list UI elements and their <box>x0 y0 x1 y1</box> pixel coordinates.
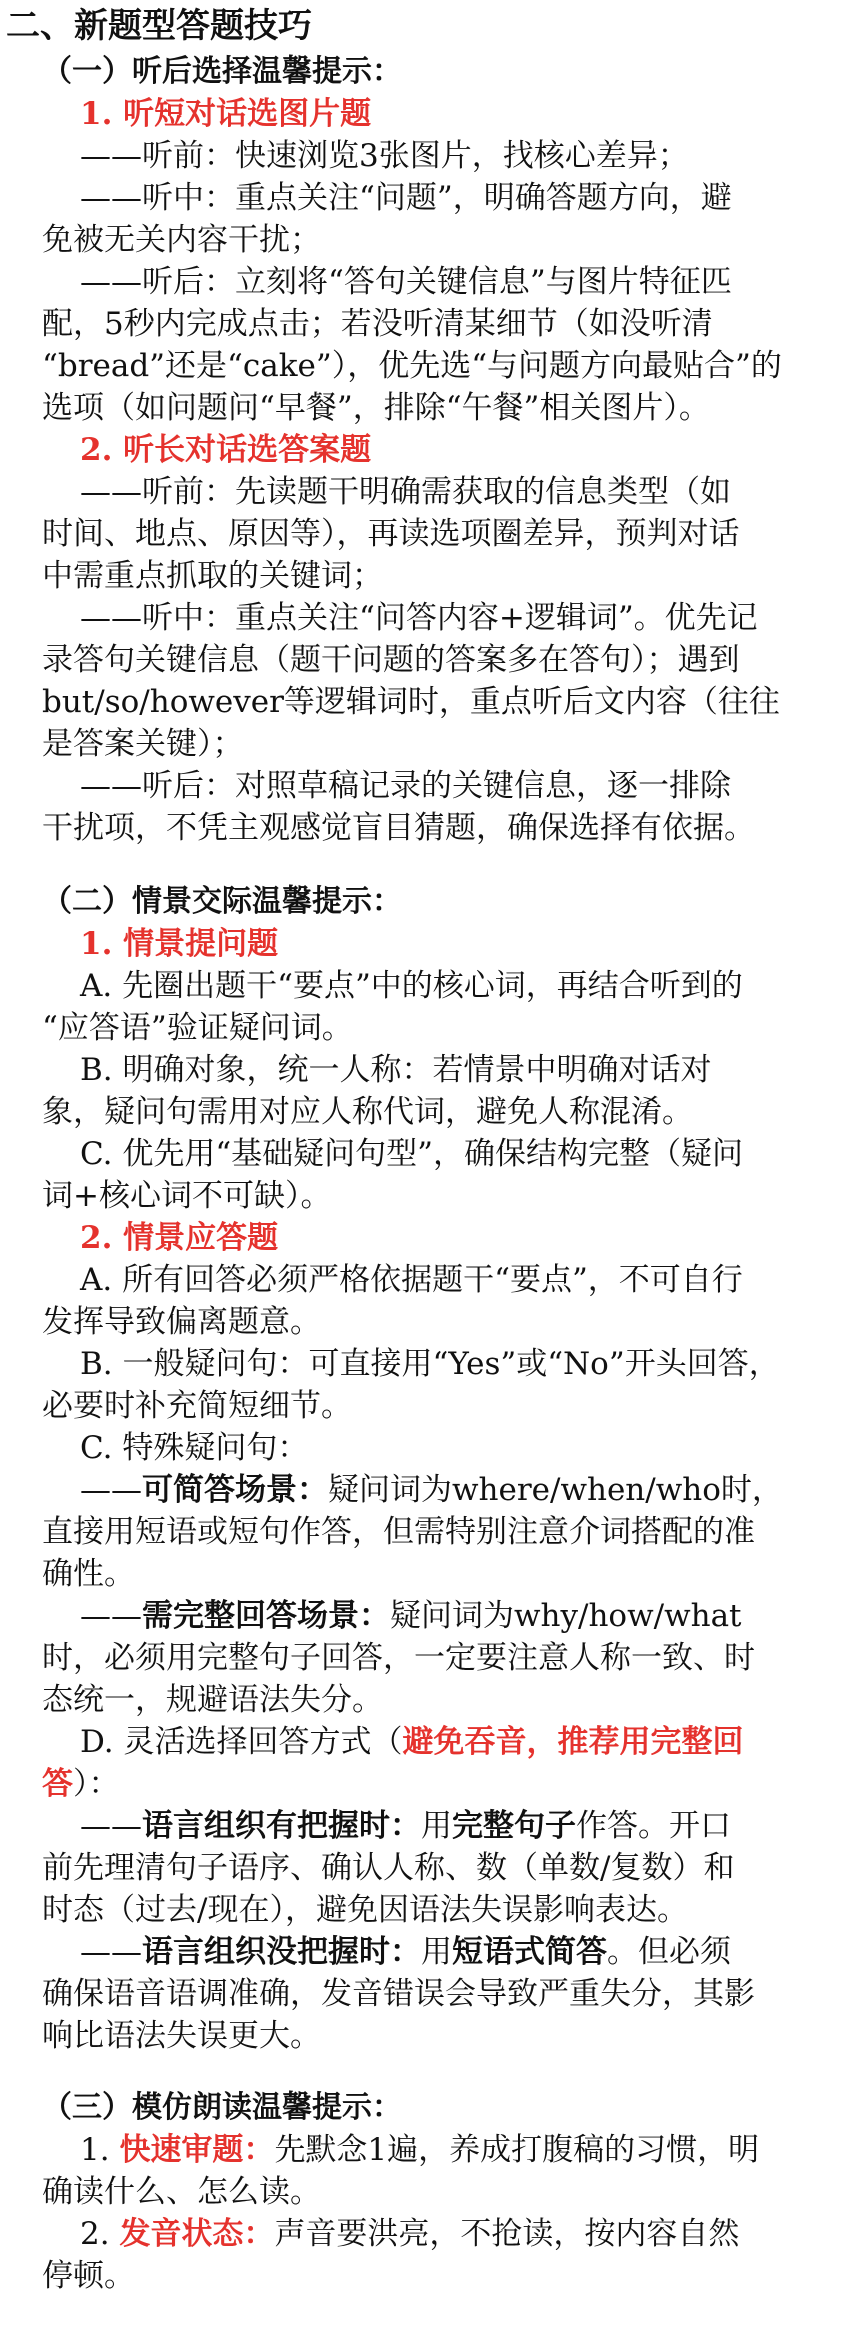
text-line <box>80 1342 780 1386</box>
text-line <box>80 92 371 136</box>
highlight-text: 短语式简答 <box>452 1934 607 1970</box>
text-segment: 疑问词为why/how/what <box>390 1598 742 1634</box>
text-segment: D. 灵活选择回答方式（ <box>80 1724 403 1760</box>
text-line <box>80 764 731 808</box>
text-segment: —— <box>80 1808 142 1844</box>
text-line <box>42 1552 135 1596</box>
text-segment: “bread”还是“cake”），优先选“与问题方向最贴合”的 <box>42 348 782 384</box>
text-line <box>42 722 244 766</box>
text-line <box>42 1090 693 1134</box>
text-segment: 前先理清句子语序、确认人称、数（单数/复数）和 <box>42 1850 735 1886</box>
text-segment: 是答案关键）； <box>42 726 244 762</box>
text-segment: 1. <box>80 2132 120 2168</box>
text-segment: 发挥导致偏离题意。 <box>42 1304 321 1340</box>
text-line <box>42 680 780 724</box>
text-line <box>42 554 383 598</box>
text-line <box>42 806 755 850</box>
highlight-text: 完整句子 <box>452 1808 576 1844</box>
text-line <box>80 1258 743 1302</box>
text-segment: 干扰项，不凭主观感觉盲目猜题，确保选择有依据。 <box>42 810 755 846</box>
text-line <box>80 1720 743 1764</box>
highlight-text: 语言组织没把握时： <box>142 1934 421 1970</box>
text-segment: A. 先圈出题干“要点”中的核心词，再结合听到的 <box>80 968 743 1004</box>
text-segment: 时，必须用完整句子回答，一定要注意人称一致、时 <box>42 1640 755 1676</box>
text-line <box>42 1510 755 1554</box>
text-line <box>80 2128 759 2172</box>
text-line <box>42 302 713 346</box>
text-line <box>42 2254 135 2298</box>
text-line <box>80 1930 731 1974</box>
text-segment: 直接用短语或短句作答，但需特别注意介词搭配的准 <box>42 1514 755 1550</box>
text-line <box>80 1132 743 1176</box>
text-segment: A. 所有回答必须严格依据题干“要点”，不可自行 <box>80 1262 743 1298</box>
text-segment: ——听前：先读题干明确需获取的信息类型（如 <box>80 474 731 510</box>
text-line <box>42 344 782 388</box>
text-line <box>80 1594 742 1638</box>
text-line <box>42 1006 353 1050</box>
text-segment: （一）听后选择温馨提示： <box>42 54 402 89</box>
text-segment: 必要时补充简短细节。 <box>42 1388 352 1424</box>
text-segment: 疑问词为where/when/who时， <box>328 1472 783 1508</box>
text-segment: 确保语音语调准确，发音错误会导致严重失分，其影 <box>42 1976 755 2012</box>
text-segment: 停顿。 <box>42 2258 135 2294</box>
text-segment: —— <box>80 1472 142 1508</box>
highlight-text: 答 <box>42 1766 73 1802</box>
highlight-text: 避免吞音，推荐用完整回 <box>402 1724 744 1760</box>
text-segment: but/so/however等逻辑词时，重点听后文内容（往往 <box>42 684 780 720</box>
text-line <box>42 218 321 262</box>
highlight-text: 1. 情景提问题 <box>80 926 279 962</box>
text-segment: 态统一，规避语法失分。 <box>42 1682 383 1718</box>
highlight-text: 1. 听短对话选图片题 <box>80 96 372 132</box>
highlight-text: 快速审题： <box>119 2132 275 2168</box>
text-line <box>42 2014 321 2058</box>
text-segment: 用 <box>421 1934 452 1970</box>
text-segment: 选项（如问题问“早餐”，排除“午餐”相关图片）。 <box>42 390 710 426</box>
text-line <box>80 1426 308 1470</box>
text-segment: 配，5秒内完成点击；若没听清某细节（如没听清 <box>42 306 713 342</box>
text-segment: 作答。开口 <box>576 1808 731 1844</box>
text-segment: ——听前：快速浏览3张图片，找核心差异； <box>80 138 689 174</box>
highlight-text: 发音状态： <box>119 2216 275 2252</box>
text-segment: （三）模仿朗读温馨提示： <box>42 2090 402 2125</box>
text-segment: 。但必须 <box>607 1934 731 1970</box>
text-line <box>42 1174 331 1218</box>
highlight-text: 可简答场景： <box>142 1472 328 1508</box>
text-segment: 用 <box>421 1808 452 1844</box>
text-line <box>80 1468 783 1512</box>
text-line <box>80 964 743 1008</box>
text-line <box>80 1216 278 1260</box>
subsection-title <box>42 50 402 94</box>
text-line <box>42 638 740 682</box>
text-segment: 中需重点抓取的关键词； <box>42 558 383 594</box>
text-line <box>42 1888 688 1932</box>
text-segment: 象，疑问句需用对应人称代词，避免人称混淆。 <box>42 1094 693 1130</box>
text-line <box>80 922 278 966</box>
text-line <box>42 512 740 556</box>
text-line <box>80 134 689 178</box>
text-line <box>42 1300 321 1344</box>
text-segment: B. 明确对象，统一人称：若情景中明确对话对 <box>80 1052 712 1088</box>
text-line <box>80 2212 739 2256</box>
text-segment: 时间、地点、原因等），再读选项圈差异，预判对话 <box>42 516 740 552</box>
highlight-text: 2. 听长对话选答案题 <box>80 432 372 468</box>
text-line <box>42 1762 120 1806</box>
text-line <box>80 470 731 514</box>
text-segment: ——听中：重点关注“问答内容+逻辑词”。优先记 <box>80 600 758 636</box>
text-line <box>80 176 732 220</box>
text-segment: 二、新题型答题技巧 <box>6 6 312 46</box>
text-segment: ）： <box>73 1766 120 1802</box>
subsection-title <box>42 880 402 924</box>
subsection-title <box>42 2086 402 2130</box>
text-line <box>42 1636 755 1680</box>
text-segment: 词+核心词不可缺）。 <box>42 1178 332 1214</box>
text-segment: ——听中：重点关注“问题”，明确答题方向，避 <box>80 180 732 216</box>
text-segment: B. 一般疑问句：可直接用“Yes”或“No”开头回答， <box>80 1346 780 1382</box>
text-segment: C. 优先用“基础疑问句型”，确保结构完整（疑问 <box>80 1136 744 1172</box>
text-segment: 免被无关内容干扰； <box>42 222 321 258</box>
text-line <box>80 260 732 304</box>
text-line <box>80 1048 712 1092</box>
section-title <box>6 0 312 52</box>
text-segment: 确读什么、怎么读。 <box>42 2174 321 2210</box>
text-segment: C. 特殊疑问句： <box>80 1430 309 1466</box>
text-segment: “应答语”验证疑问词。 <box>42 1010 353 1046</box>
text-line <box>80 596 758 640</box>
text-segment: 响比语法失误更大。 <box>42 2018 321 2054</box>
highlight-text: 语言组织有把握时： <box>142 1808 421 1844</box>
text-line <box>80 1804 731 1848</box>
text-segment: ——听后：立刻将“答句关键信息”与图片特征匹 <box>80 264 732 300</box>
text-segment: 2. <box>80 2216 120 2252</box>
text-segment: 声音要洪亮，不抢读，按内容自然 <box>274 2216 740 2252</box>
text-segment: 时态（过去/现在），避免因语法失误影响表达。 <box>42 1892 688 1928</box>
text-segment: 先默念1遍，养成打腹稿的习惯，明 <box>274 2132 760 2168</box>
text-line <box>42 1384 352 1428</box>
highlight-text: 2. 情景应答题 <box>80 1220 279 1256</box>
text-segment: （二）情景交际温馨提示： <box>42 884 402 919</box>
text-line <box>80 428 371 472</box>
text-segment: —— <box>80 1934 142 1970</box>
text-line <box>42 1678 383 1722</box>
text-line <box>42 386 710 430</box>
text-segment: 确性。 <box>42 1556 135 1592</box>
text-line <box>42 1972 755 2016</box>
text-line <box>42 1846 734 1890</box>
text-segment: 录答句关键信息（题干问题的答案多在答句）；遇到 <box>42 642 740 678</box>
text-segment: ——听后：对照草稿记录的关键信息，逐一排除 <box>80 768 731 804</box>
highlight-text: 需完整回答场景： <box>142 1598 390 1634</box>
text-line <box>42 2170 321 2214</box>
text-segment: —— <box>80 1598 142 1634</box>
